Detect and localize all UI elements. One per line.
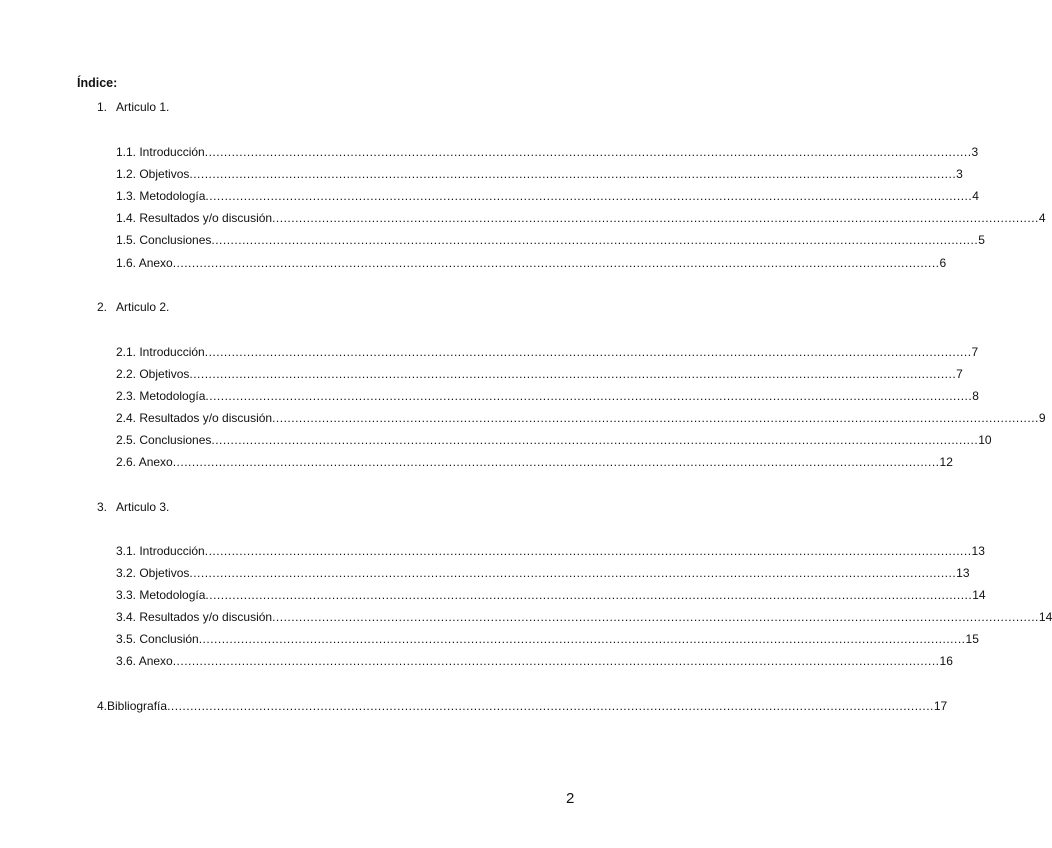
- dot-leader: ........................................................................................................................................................................................................: [205, 588, 973, 602]
- toc-entry-page: 13: [971, 544, 985, 558]
- toc-entry-3-2: [116, 566, 970, 580]
- toc-entry-2-2: [116, 367, 963, 381]
- section-number: 4.: [97, 699, 108, 713]
- toc-entry-page: 16: [939, 654, 953, 668]
- toc-entry-2-1: [116, 345, 979, 359]
- toc-entry-page: 17: [933, 699, 948, 713]
- section-number: 3.: [97, 500, 108, 514]
- toc-entry-3-5: [116, 632, 979, 646]
- section-number: 1.: [97, 100, 108, 114]
- dot-leader: ........................................................................................................................................................................................................: [167, 699, 934, 713]
- dot-leader: ........................................................................................................................................................................................................: [172, 256, 940, 270]
- dot-leader: ........................................................................................................................................................................................................: [204, 345, 972, 359]
- section-label: Articulo 1.: [116, 100, 170, 114]
- toc-entry-2-4: [116, 411, 1046, 425]
- toc-entry-page: 7: [971, 345, 979, 359]
- section-heading-3: [97, 500, 169, 514]
- dot-leader: ........................................................................................................................................................................................................: [205, 189, 973, 203]
- toc-entry-1-6: [116, 256, 947, 270]
- dot-leader: ........................................................................................................................................................................................................: [204, 544, 972, 558]
- toc-entry-page: 4: [1038, 211, 1046, 225]
- toc-entry-page: 15: [965, 632, 979, 646]
- toc-entry-label: 3.6. Anexo: [116, 654, 173, 668]
- toc-entry-3-4: [116, 610, 1052, 624]
- toc-entry-label: 2.6. Anexo: [116, 455, 173, 469]
- toc-entry-page: 13: [956, 566, 970, 580]
- toc-entry-page: 8: [972, 389, 979, 403]
- toc-entry-page: 7: [956, 367, 963, 381]
- toc-entry-label: 2.3. Metodología: [116, 389, 206, 403]
- toc-entry-page: 9: [1038, 411, 1046, 425]
- toc-entry-label: 3.4. Resultados y/o discusión: [116, 610, 273, 624]
- toc-entry-page: 6: [939, 256, 947, 270]
- index-title: Índice:: [77, 76, 118, 90]
- toc-entry-label: 3.2. Objetivos: [116, 566, 190, 580]
- dot-leader: ........................................................................................................................................................................................................: [272, 610, 1039, 624]
- dot-leader: ........................................................................................................................................................................................................: [204, 145, 972, 159]
- section-label: Articulo 3.: [116, 500, 170, 514]
- dot-leader: ........................................................................................................................................................................................................: [272, 411, 1039, 425]
- toc-entry-label: 2.4. Resultados y/o discusión: [116, 411, 273, 425]
- toc-entry-2-6: [116, 455, 953, 469]
- toc-entry-label: 1.1. Introducción: [116, 145, 205, 159]
- toc-entry-label: Bibliografía: [107, 699, 168, 713]
- toc-entry-label: 3.1. Introducción: [116, 544, 205, 558]
- toc-entry-label: 1.2. Objetivos: [116, 167, 190, 181]
- toc-entry-page: 14: [1038, 610, 1052, 624]
- toc-entry-bibliography: [97, 699, 948, 713]
- toc-entry-1-1: [116, 145, 979, 159]
- section-label: Articulo 2.: [116, 300, 170, 314]
- toc-entry-1-3: [116, 189, 979, 203]
- toc-entry-label: 2.5. Conclusiones: [116, 433, 212, 447]
- toc-entry-label: 2.1. Introducción: [116, 345, 205, 359]
- dot-leader: ........................................................................................................................................................................................................: [272, 211, 1039, 225]
- toc-entry-label: 1.6. Anexo: [116, 256, 173, 270]
- toc-entry-label: 1.4. Resultados y/o discusión: [116, 211, 273, 225]
- toc-entry-label: 1.3. Metodología: [116, 189, 206, 203]
- dot-leader: ........................................................................................................................................................................................................: [189, 167, 957, 181]
- dot-leader: ........................................................................................................................................................................................................: [172, 455, 940, 469]
- toc-entry-label: 2.2. Objetivos: [116, 367, 190, 381]
- toc-entry-page: 14: [972, 588, 986, 602]
- section-heading-2: [97, 300, 169, 314]
- toc-entry-page: 4: [972, 189, 979, 203]
- toc-entry-page: 3: [971, 145, 979, 159]
- toc-entry-page: 12: [939, 455, 953, 469]
- toc-entry-page: 10: [978, 433, 992, 447]
- toc-entry-3-3: [116, 588, 986, 602]
- toc-entry-label: 1.5. Conclusiones: [116, 233, 212, 247]
- toc-entry-page: 3: [956, 167, 963, 181]
- dot-leader: ........................................................................................................................................................................................................: [189, 367, 957, 381]
- dot-leader: ........................................................................................................................................................................................................: [211, 433, 979, 447]
- toc-entry-page: 5: [978, 233, 985, 247]
- toc-entry-1-5: [116, 233, 985, 247]
- dot-leader: ........................................................................................................................................................................................................: [205, 389, 973, 403]
- toc-entry-2-3: [116, 389, 979, 403]
- dot-leader: ........................................................................................................................................................................................................: [211, 233, 979, 247]
- dot-leader: ........................................................................................................................................................................................................: [189, 566, 957, 580]
- toc-entry-label: 3.3. Metodología: [116, 588, 206, 602]
- toc-entry-3-1: [116, 544, 985, 558]
- page-number: 2: [566, 790, 575, 807]
- toc-entry-3-6: [116, 654, 953, 668]
- section-heading-1: [97, 100, 169, 114]
- section-number: 2.: [97, 300, 108, 314]
- dot-leader: ........................................................................................................................................................................................................: [172, 654, 940, 668]
- toc-entry-1-2: [116, 167, 963, 181]
- toc-entry-2-5: [116, 433, 992, 447]
- toc-entry-label: 3.5. Conclusión: [116, 632, 199, 646]
- toc-entry-1-4: [116, 211, 1046, 225]
- dot-leader: ........................................................................................................................................................................................................: [198, 632, 966, 646]
